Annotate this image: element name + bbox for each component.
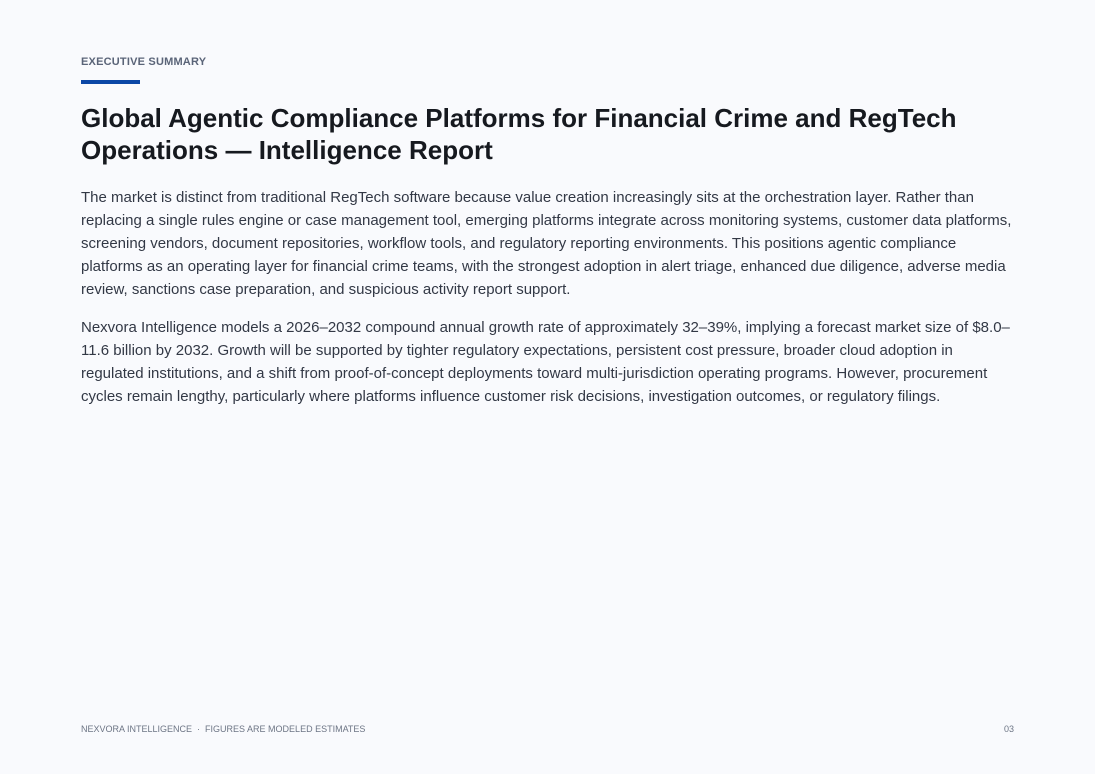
report-page xyxy=(81,0,1016,774)
summary-paragraph-2: Nexvora Intelligence models a 2026–2032 compound annual growth rate of approximately 32–39%, implying a forecast market size of $8.0–11.6 billion by 2032. Growth will be supported by tighter regulatory expectations, persistent cost pressure, broader cloud adoption in regulated institutions, and a shift from proof-of-concept deployments toward multi-jurisdiction operating programs. However, procurement cycles remain lengthy, particularly where platforms influence customer risk decisions, investigation outcomes, or regulatory filings. xyxy=(81,319,1010,405)
section-label: EXECUTIVE SUMMARY xyxy=(81,56,207,68)
summary-body xyxy=(81,186,1016,423)
footer-left xyxy=(81,724,365,734)
footer-brand: NEXVORA INTELLIGENCE xyxy=(81,724,193,734)
page-number: 03 xyxy=(1003,724,1014,734)
page-title: Global Agentic Compliance Platforms for Financial Crime and RegTech Operations — Intelligence Report xyxy=(81,103,957,165)
footer-note: FIGURES ARE MODELED ESTIMATES xyxy=(205,724,366,734)
page-footer xyxy=(81,724,1014,734)
accent-rule xyxy=(81,80,140,84)
summary-paragraph-1: The market is distinct from traditional RegTech software because value creation increasingly sits at the orchestration layer. Rather than replacing a single rules engine or case management tool, emerging platforms integrate across monitoring systems, customer data platforms, screening vendors, document repositories, workflow tools, and regulatory reporting environments. This positions agentic compliance platforms as an operating layer for financial crime teams, with the strongest adoption in alert triage, enhanced due diligence, adverse media review, sanctions case preparation, and suspicious activity report support. xyxy=(81,189,1012,298)
footer-separator: · xyxy=(197,724,201,734)
